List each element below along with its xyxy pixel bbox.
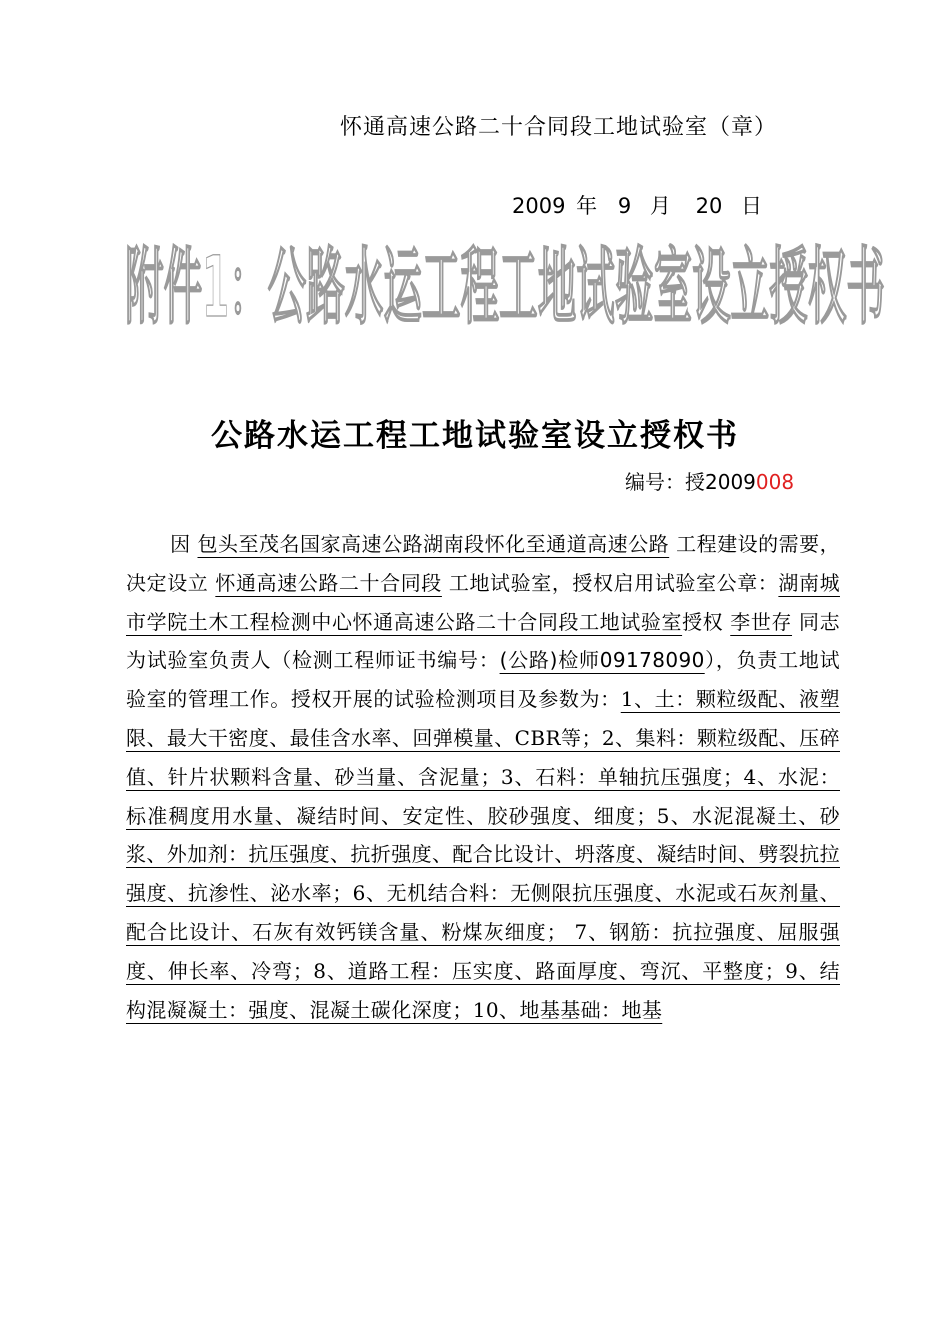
authorization-body — [126, 525, 840, 1029]
watermark-heading — [120, 228, 890, 336]
seal-name: 湖南城市学院土木工程检测中心怀通高速公路二十合同段工地试验室 — [126, 570, 840, 634]
number-suffix: 008 — [755, 470, 795, 494]
org-seal-line: 怀通高速公路二十合同段工地试验室（章） — [340, 115, 778, 140]
date-month: 9 — [617, 194, 632, 218]
date-day: 20 — [695, 194, 723, 218]
watermark-text: 附件1：公路水运工程工地试验室设立授权书 — [125, 238, 885, 336]
project-name: 包头至茂名国家高速公路湖南段怀化至通道高速公路 — [197, 532, 670, 556]
body-text-2: 工程建设的需要，决定设立 — [126, 532, 841, 595]
body-text-3: 工地试验室，授权启用试验室公章： — [448, 570, 779, 595]
body-text-5: 同志为试验室负责人（检测工程师证书编号： — [126, 609, 840, 673]
date-month-unit: 月 — [649, 194, 671, 218]
document-title: 公路水运工程工地试验室设立授权书 — [211, 418, 739, 454]
section-name: 怀通高速公路二十合同段 — [215, 570, 442, 595]
issue-date — [512, 190, 762, 220]
body-text-1: 因 — [170, 532, 191, 556]
date-year-unit: 年 — [576, 194, 598, 218]
number-label: 编号： — [625, 470, 685, 494]
certificate-number: (公路)检师09178090 — [499, 648, 705, 673]
test-items: 1、土：颗粒级配、液塑限、最大干密度、最佳含水率、回弹模量、CBR等；2、集料：颗粒级配、压碎值、针片状颗料含量、砂当量、含泥量；3、石料：单轴抗压强度；4、水泥：标准稠度用水量、凝结时间、安定性、胶砂强度、细度；5、水泥混凝土、砂浆、外加剂：抗压强度、抗折强度、配合比设计、坍落度、凝结时间、劈裂抗拉强度、抗渗性、泌水率；6、无机结合料：无侧限抗压强度、水泥或石灰剂量、配合比设计、石灰有效钙镁含量、粉煤灰细度； 7、钢筋：抗拉强度、屈服强度、伸长率、冷弯；8、道路工程：压实度、路面厚度、弯沉、平整度；9、结构混凝凝土：强度、混凝土碳化深度；10、地基基础：地基 — [126, 687, 840, 1022]
body-text-6: ），负责工地试验室的管理工作。授权开展的试验检测项目及参数为： — [126, 648, 840, 712]
responsible-person: 李世存 — [730, 609, 793, 634]
body-text-4: 授权 — [682, 609, 724, 634]
number-prefix: 授2009 — [685, 470, 756, 494]
date-year: 2009 — [512, 194, 566, 218]
document-number — [625, 466, 794, 495]
date-day-unit: 日 — [741, 194, 762, 218]
